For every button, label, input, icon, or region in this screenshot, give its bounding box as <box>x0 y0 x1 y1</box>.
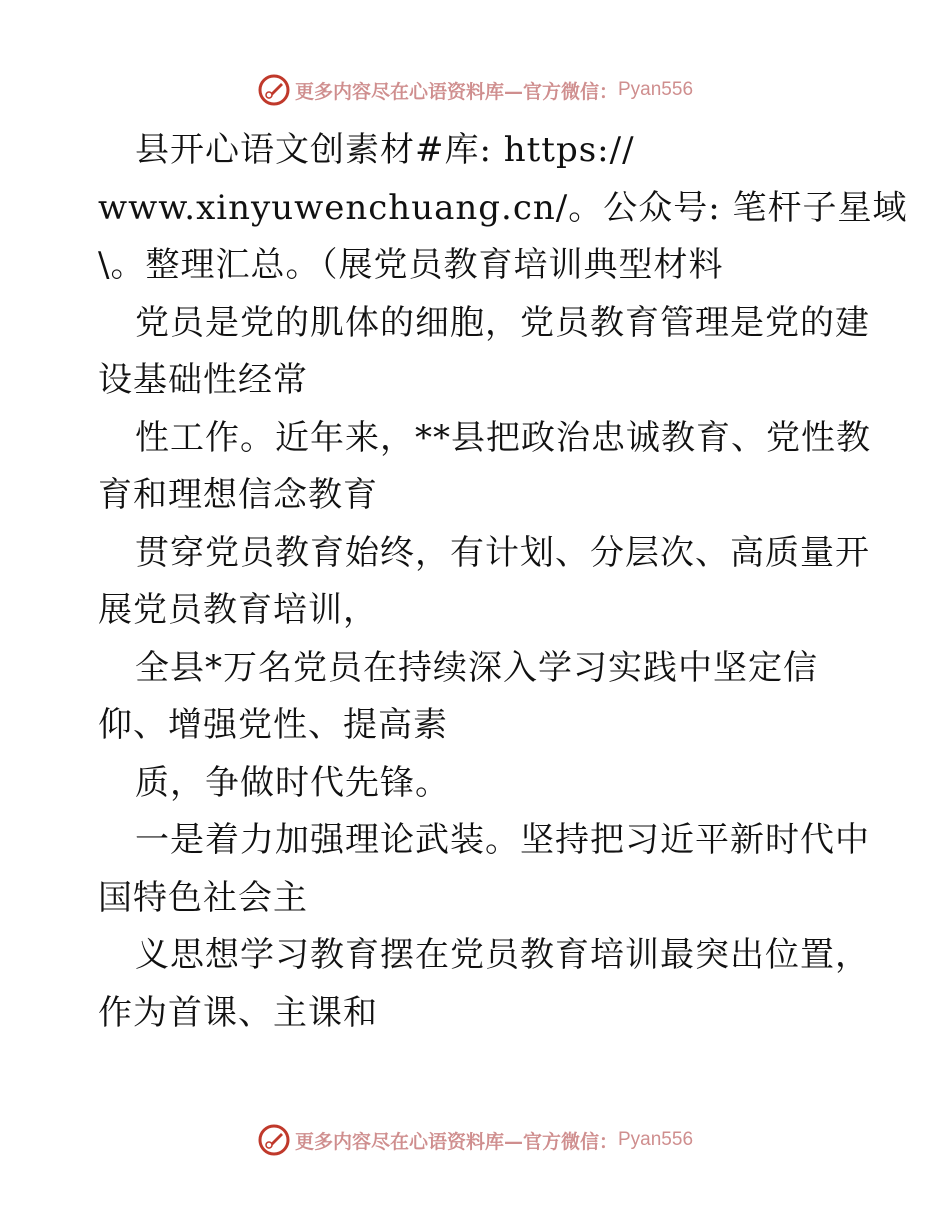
text-line: 性工作。近年来，**县把政治忠诚教育、党性教 <box>135 417 871 458</box>
text-line: \。整理汇总。（展党员教育培训典型材料 <box>98 245 724 285</box>
text-line: 一是着力加强理论武装。坚持把习近平新时代中 <box>135 820 870 860</box>
text-line: 义思想学习教育摆在党员教育培训最突出位置， <box>135 935 870 975</box>
header-watermark <box>0 70 950 110</box>
text-line: 设基础性经常 <box>98 360 308 400</box>
text-line: 县开心语文创素材#库: https:// <box>135 130 635 170</box>
header-wechat-id: Pyan556 <box>618 79 694 100</box>
text-line: www.xinyuwenchuang.cn/。公众号: 笔杆子星域 <box>98 187 908 228</box>
text-line: 党员是党的肌体的细胞，党员教育管理是党的建 <box>135 302 870 343</box>
pen-logo-icon <box>257 1123 291 1157</box>
text-line: 作为首课、主课和 <box>98 992 378 1033</box>
text-line: 质，争做时代先锋。 <box>135 762 450 803</box>
header-watermark-text: 更多内容尽在心语资料库—官方微信： <box>294 80 618 103</box>
text-line: 全县*万名党员在持续深入学习实践中坚定信 <box>135 647 818 688</box>
footer-watermark-text: 更多内容尽在心语资料库—官方微信： <box>294 1130 618 1153</box>
text-line: 贯穿党员教育始终，有计划、分层次、高质量开 <box>135 532 870 573</box>
text-line: 国特色社会主 <box>98 877 308 918</box>
text-line: 育和理想信念教育 <box>98 475 378 515</box>
footer-watermark <box>0 1120 950 1160</box>
footer-wechat-id: Pyan556 <box>618 1129 694 1150</box>
text-line: 仰、增强党性、提高素 <box>98 705 448 745</box>
document-body <box>98 122 908 1042</box>
text-line: 展党员教育培训， <box>98 590 378 630</box>
pen-logo-icon <box>257 73 291 107</box>
